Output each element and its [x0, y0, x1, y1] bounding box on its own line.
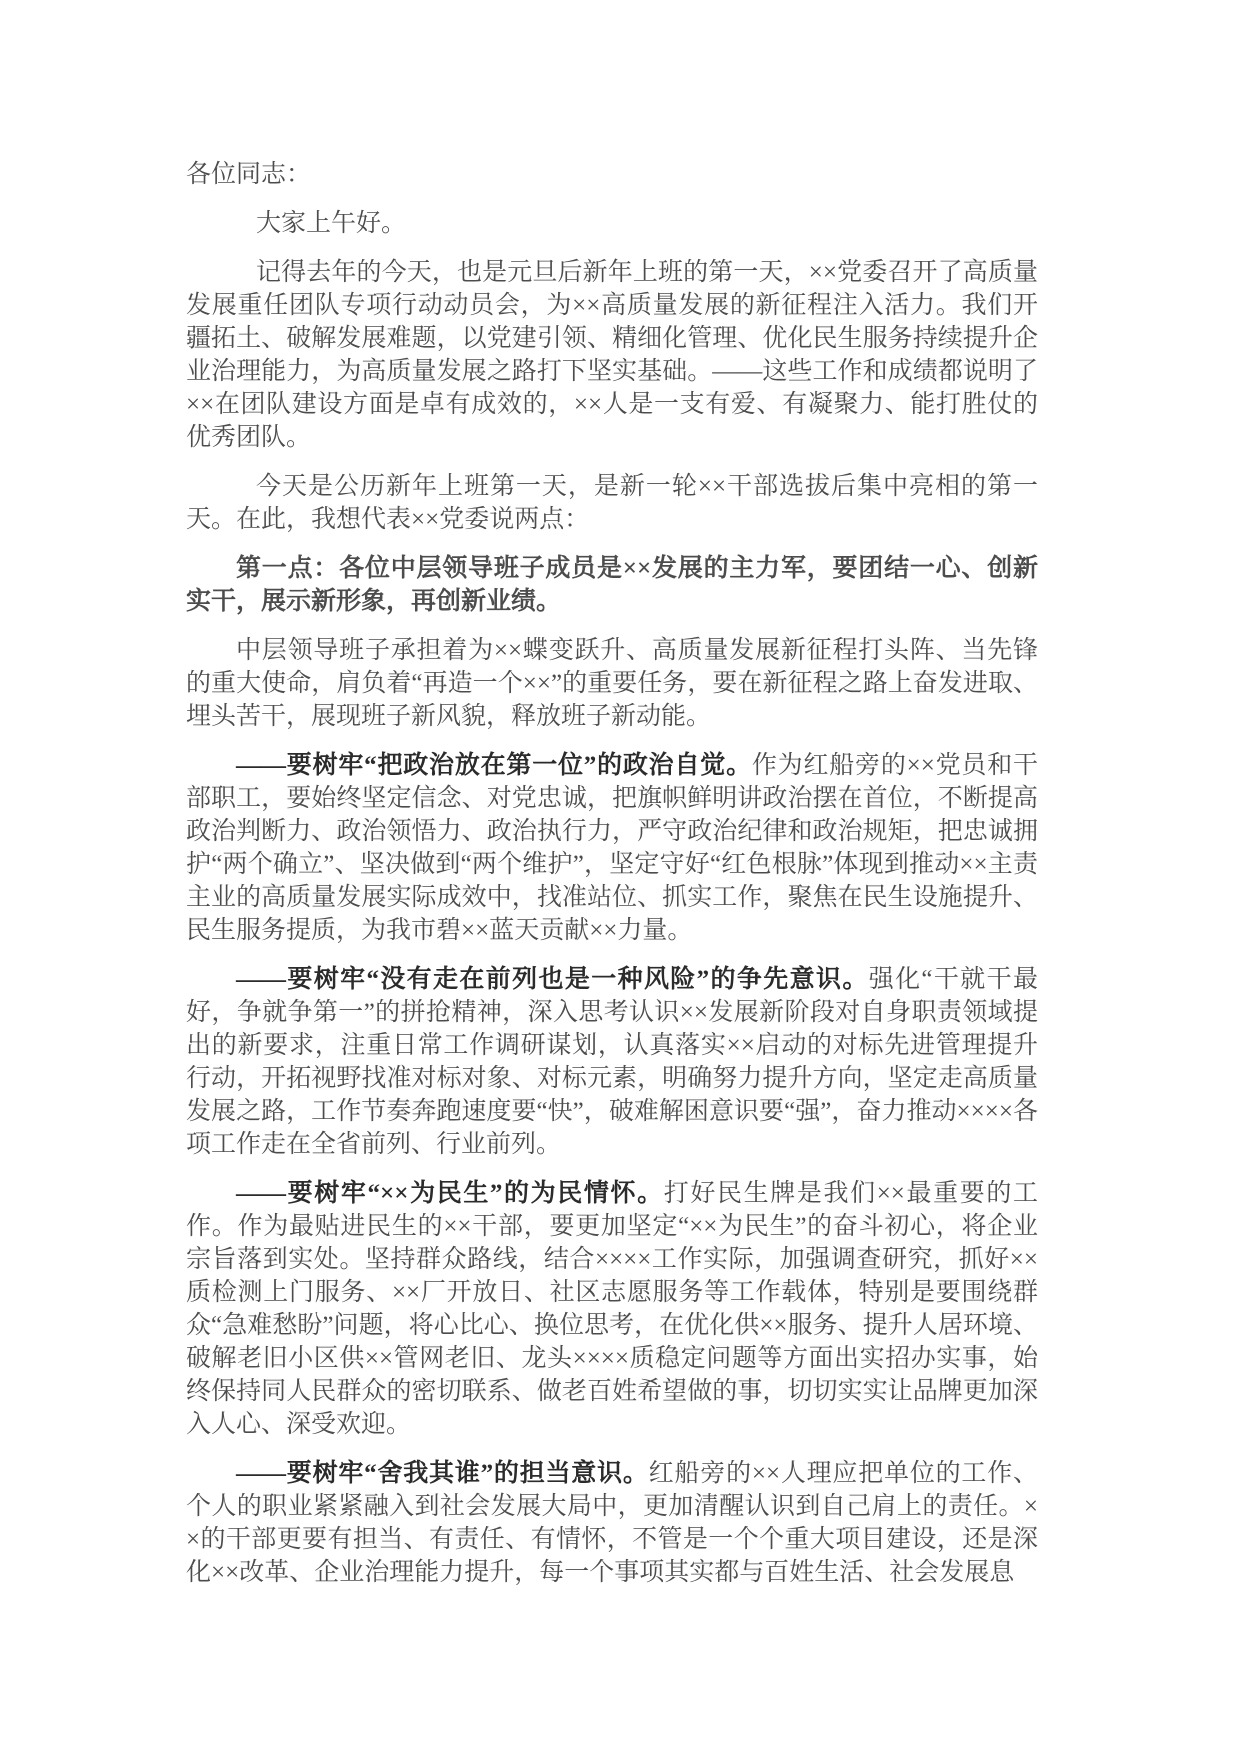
salutation: 各位同志：	[186, 161, 312, 188]
para-today-intro: 今天是公历新年上班第一天，是新一轮××干部选拔后集中亮相的第一天。在此，我想代表××党委说两点：	[186, 473, 1038, 533]
para-middle-leadership-mission: 中层领导班子承担着为××蝶变跃升、高质量发展新征程打头阵、当先锋的重大使命，肩负着“再造一个××”的重要任务，要在新征程之路上奋发进取、埋头苦干，展现班子新风貌，释放班子新动能。	[186, 637, 1038, 730]
paragraph-bold-lead: ——要树牢“××为民生”的为民情怀。	[236, 1180, 664, 1207]
para-people-livelihood: ——要树牢“××为民生”的为民情怀。打好民生牌是我们××最重要的工作。作为最贴进民生的××干部，要更加坚定“××为民生”的奋斗初心，将企业宗旨落到实处。坚持群众路线，结合××××工作实际，加强调查研究，抓好××质检测上门服务、××厂开放日、社区志愿服务等工作载体，特别是要围绕群众“急难愁盼”问题，将心比心、换位思考，在优化供××服务、提升人居环境、破解老旧小区供××管网老旧、龙头××××质稳定问题等方面出实招办实事，始终保持同人民群众的密切联系、做老百姓希望做的事，切切实实让品牌更加深入人心、深受欢迎。	[186, 1180, 1038, 1438]
para-political-awareness: ——要树牢“把政治放在第一位”的政治自觉。作为红船旁的××党员和干部职工，要始终坚定信念、对党忠诚，把旗帜鲜明讲政治摆在首位，不断提高政治判断力、政治领悟力、政治执行力，严守政治纪律和政治规矩，把忠诚拥护“两个确立”、坚决做到“两个维护”，坚定守好“红色根脉”体现到推动××主责主业的高质量发展实际成效中，找准站位、抓实工作，聚焦在民生设施提升、民生服务提质，为我市碧××蓝天贡献××力量。	[186, 752, 1038, 944]
paragraph-bold-lead: ——要树牢“没有走在前列也是一种风险”的争先意识。	[236, 966, 869, 993]
para-last-year-review: 记得去年的今天，也是元旦后新年上班的第一天，××党委召开了高质量发展重任团队专项行动动员会，为××高质量发展的新征程注入活力。我们开疆拓土、破解发展难题，以党建引领、精细化管理、优化民生服务持续提升企业治理能力，为高质量发展之路打下坚实基础。——这些工作和成绩都说明了××在团队建设方面是卓有成效的，××人是一支有爱、有凝聚力、能打胜仗的优秀团队。	[186, 259, 1038, 451]
para-pioneering-awareness: ——要树牢“没有走在前列也是一种风险”的争先意识。强化“干就干最好，争就争第一”的拼抢精神，深入思考认识××发展新阶段对自身职责领域提出的新要求，注重日常工作调研谋划，认真落实××启动的对标先进管理提升行动，开拓视野找准对标对象、对标元素，明确努力提升方向，坚定走高质量发展之路，工作节奏奔跑速度要“快”，破难解困意识要“强”，奋力推动××××各项工作走在全省前列、行业前列。	[186, 966, 1038, 1158]
paragraph-bold-lead: ——要树牢“舍我其谁”的担当意识。	[236, 1460, 649, 1487]
document-body	[186, 158, 1038, 1589]
heading-point-one: 第一点：各位中层领导班子成员是××发展的主力军，要团结一心、创新实干，展示新形象，再创新业绩。	[186, 555, 1038, 615]
para-responsibility-awareness: ——要树牢“舍我其谁”的担当意识。红船旁的××人理应把单位的工作、个人的职业紧紧融入到社会发展大局中，更加清醒认识到自己肩上的责任。××的干部更要有担当、有责任、有情怀，不管是一个个重大项目建设，还是深化××改革、企业治理能力提升，每一个事项其实都与百姓生活、社会发展息	[186, 1460, 1038, 1586]
paragraph-bold-lead: ——要树牢“把政治放在第一位”的政治自觉。	[236, 752, 752, 779]
greeting: 大家上午好。	[256, 210, 407, 237]
